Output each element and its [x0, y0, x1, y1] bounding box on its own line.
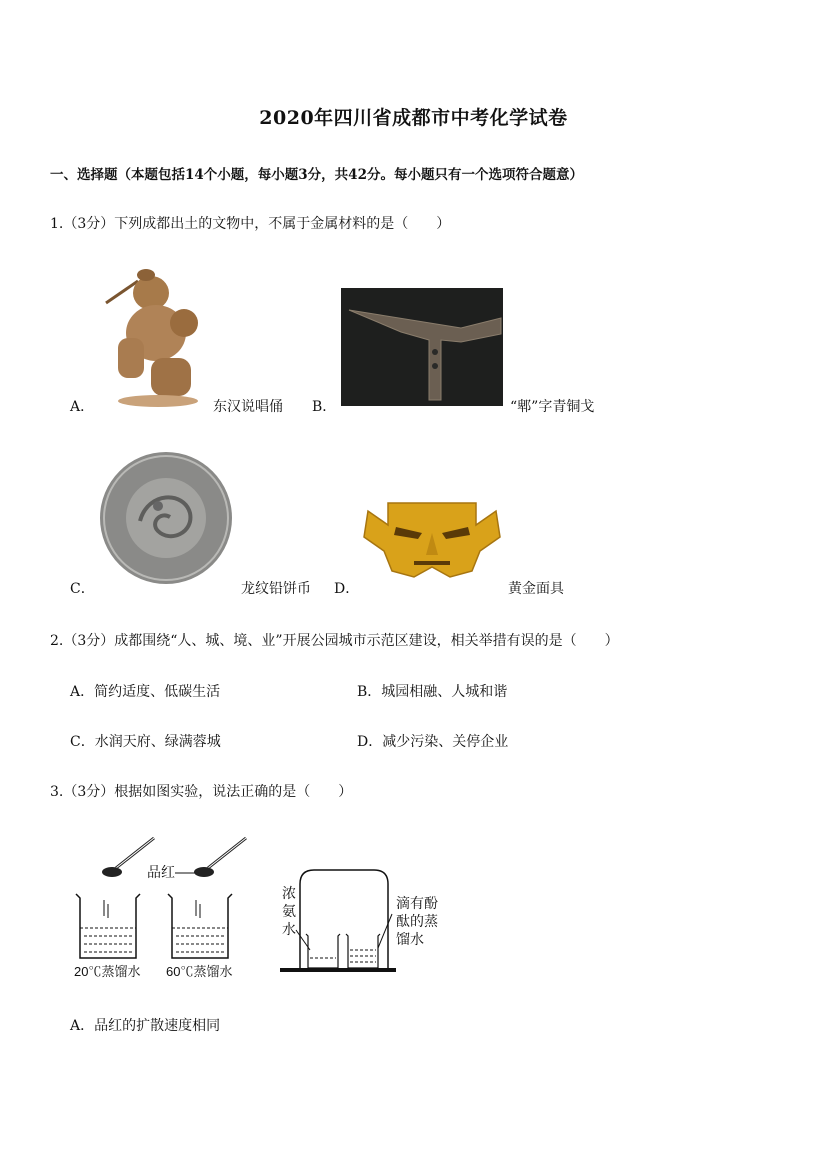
phenol-label-3: 馏水 [396, 931, 424, 947]
q2-option-c-letter: C． [70, 734, 95, 750]
q2-option-d-letter: D． [357, 734, 383, 750]
q1-option-a-text: 东汉说唱俑 [213, 399, 283, 415]
bell-jar [280, 870, 396, 970]
q2-option-a-letter: A． [70, 684, 95, 700]
ammonia-label-2: 氨 [282, 903, 296, 919]
q1-option-a-letter[interactable]: A． [70, 399, 95, 415]
page-title: 2020年四川省成都市中考化学试卷 [259, 107, 568, 129]
gold-mask-image [360, 497, 504, 581]
beaker-20c-label: 20℃蒸馏水 [74, 964, 141, 979]
q1-option-c-text: 龙纹铅饼币 [241, 581, 311, 597]
q2-option-b-letter: B． [357, 684, 382, 700]
section-heading: 一、选择题（本题包括14个小题，每小题3分，共42分。每小题只有一个选项符合题意） [50, 167, 583, 183]
coin-image [98, 451, 238, 591]
q2-option-d[interactable] [357, 731, 508, 751]
phenol-label-2: 酞的蒸 [396, 913, 438, 929]
q3-option-a[interactable] [70, 1015, 220, 1035]
q3-stem: 3.（3分）根据如图实验，说法正确的是（ ） [50, 784, 353, 800]
q1-option-d-letter[interactable]: D． [334, 581, 360, 597]
ammonia-label-3: 水 [282, 921, 296, 937]
ammonia-label-1: 浓 [282, 885, 296, 901]
q2-stem: 2.（3分）成都围绕“人、城、境、业”开展公园城市示范区建设，相关举措有误的是（ ） [50, 633, 619, 649]
phenol-label-1: 滴有酚 [396, 895, 438, 911]
q2-option-c[interactable] [70, 731, 221, 751]
beaker-20c [76, 894, 140, 958]
q1-option-d-text: 黄金面具 [508, 581, 564, 597]
pinhong-label: 品红 [147, 864, 175, 880]
figurine-image [96, 263, 210, 409]
q2-option-d-text: 减少污染、关停企业 [382, 734, 509, 750]
bronze-ge-image [341, 288, 503, 406]
q2-option-a-text: 简约适度、低碳生活 [94, 684, 221, 700]
q2-option-b-text: 城园相融、人城和谐 [381, 684, 508, 700]
q2-option-c-text: 水润天府、绿满蓉城 [94, 734, 221, 750]
q1-option-b-letter[interactable]: B． [312, 399, 337, 415]
q2-option-a[interactable] [70, 681, 220, 701]
q3-option-a-text: 品红的扩散速度相同 [94, 1018, 221, 1034]
experiment-figure [70, 830, 450, 982]
q1-option-c-letter[interactable]: C． [70, 581, 95, 597]
q2-option-b[interactable] [357, 681, 507, 701]
q1-option-b-text: “郫”字青铜戈 [510, 399, 595, 415]
q3-option-a-letter: A． [70, 1018, 95, 1034]
beaker-60c-label: 60℃蒸馏水 [166, 964, 233, 979]
q1-stem: 1.（3分）下列成都出土的文物中，不属于金属材料的是（ ） [50, 216, 451, 232]
spoon-icon [194, 838, 246, 877]
beaker-60c [168, 894, 232, 958]
